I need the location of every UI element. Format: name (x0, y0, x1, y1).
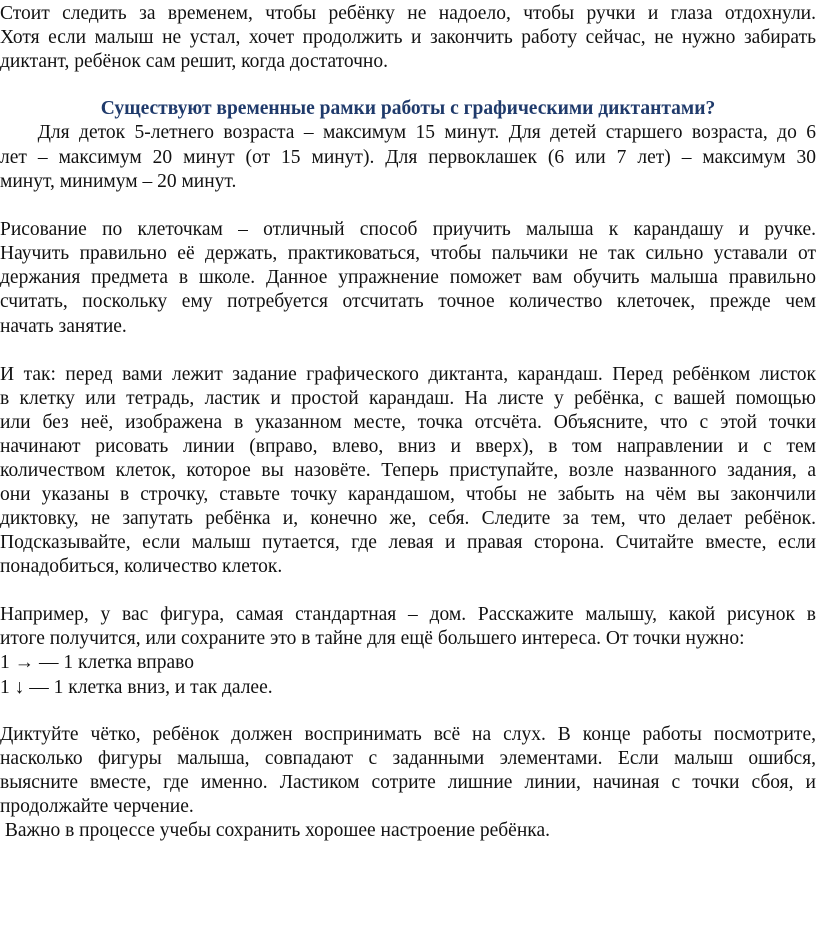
text-line: 1 → — 1 клетка вправо (0, 652, 194, 673)
text-line: выясните вместе, где именно. Ластиком сотрите лишние линии, начиная с точки сбоя, и (0, 772, 816, 793)
text-line: лет – максимум 20 минут (от 15 минут). Для первоклашек (6 или 7 лет) – максимум 30 (0, 147, 816, 168)
text-line: Хотя если малыш не устал, хочет продолжить и закончить работу сейчас, не нужно забирать (0, 27, 816, 48)
text-line: Подсказывайте, если малыш путается, где левая и правая сторона. Считайте вместе, если (0, 532, 816, 553)
text-line: Диктуйте чётко, ребёнок должен воспринимать всё на слух. В конце работы посмотрите, (0, 724, 816, 745)
section-heading: Существуют временные рамки работы с графическими диктантами? (100, 98, 716, 119)
text-line: Для деток 5-летнего возраста – максимум 15 минут. Для детей старшего возраста, до 6 (0, 122, 816, 143)
text-line: насколько фигуры малыша, совпадают с заданными элементами. Если малыш ошибся, (0, 748, 816, 769)
text-line: они указаны в строчку, ставьте точку карандашом, чтобы не забыть на чём вы закончили (0, 484, 816, 505)
text-line: И так: перед вами лежит задание графического диктанта, карандаш. Перед ребёнком листок (0, 364, 816, 385)
text-line: Важно в процессе учебы сохранить хорошее настроение ребёнка. (0, 820, 550, 841)
text-line: итоге получится, или сохраните это в тайне для ещё большего интереса. От точки нужно: (0, 628, 745, 649)
text-line: начать занятие. (0, 316, 127, 337)
text-line: или без неё, изображена в указанном месте, точка отсчёта. Объясните, что с этой точки (0, 412, 816, 433)
text-line: Стоит следить за временем, чтобы ребёнку не надоело, чтобы ручки и глаза отдохнули. (0, 3, 816, 24)
text-line: диктовку, не запутать ребёнка и, конечно же, себя. Следите за тем, что делает ребёнок. (0, 508, 816, 529)
text-line: Например, у вас фигура, самая стандартная – дом. Расскажите малышу, какой рисунок в (0, 604, 816, 625)
text-line: Научить правильно её держать, практиковаться, чтобы пальчики не так сильно уставали от (0, 243, 816, 264)
text-line: начинают рисовать линии (вправо, влево, вниз и вверх), в том направлении и с тем (0, 436, 816, 457)
text-line: в клетку или тетрадь, ластик и простой карандаш. На листе у ребёнка, с вашей помощью (0, 388, 816, 409)
text-line: считать, поскольку ему потребуется отсчитать точное количество клеточек, прежде чем (0, 291, 816, 312)
text-line: понадобиться, количество клеток. (0, 556, 283, 577)
text-line: диктант, ребёнок сам решит, когда достаточно. (0, 51, 388, 72)
text-line: 1 ↓ — 1 клетка вниз, и так далее. (0, 677, 273, 698)
text-line: продолжайте черчение. (0, 796, 194, 817)
text-line: минут, минимум – 20 минут. (0, 171, 237, 192)
text-line: держания предмета в школе. Данное упражнение поможет вам обучить малыша правильно (0, 267, 816, 288)
text-line: Рисование по клеточкам – отличный способ приучить малыша к карандашу и ручке. (0, 219, 816, 240)
text-line: количеством клеток, которое вы назовёте. Теперь приступайте, возле названного задания, а (0, 460, 816, 481)
